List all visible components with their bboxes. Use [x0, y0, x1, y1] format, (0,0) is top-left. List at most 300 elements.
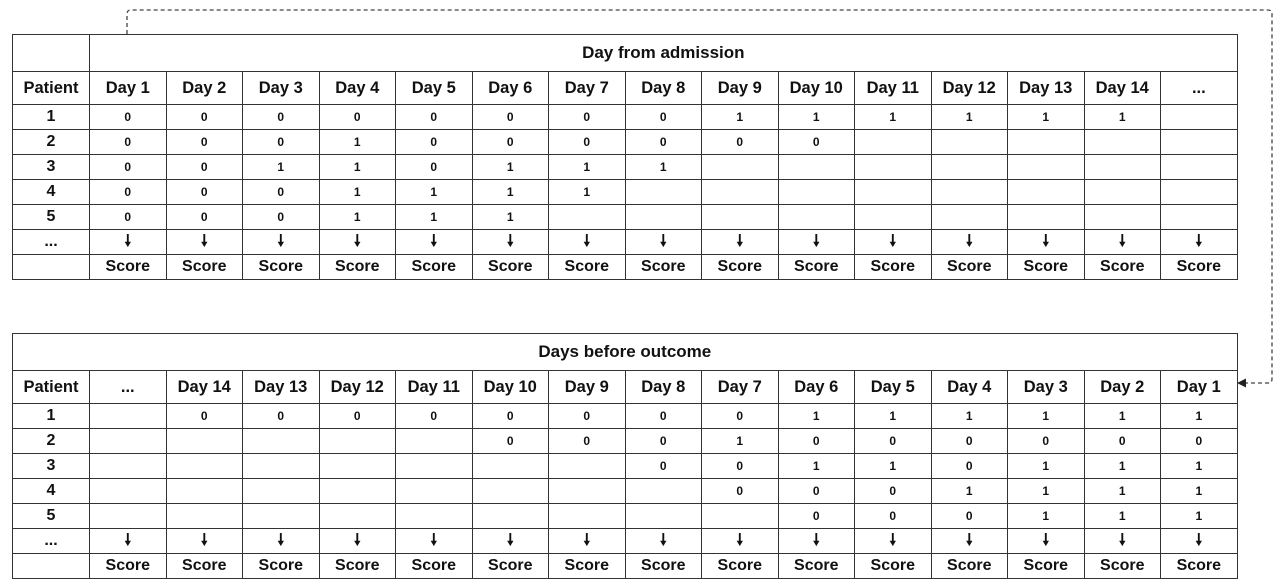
score-label-cell: Score — [396, 255, 473, 280]
header-row — [13, 72, 1238, 105]
score-value-cell — [1161, 205, 1238, 230]
score-value-cell: 1 — [243, 155, 320, 180]
score-value-cell: 0 — [931, 429, 1008, 454]
score-label-cell: Score — [549, 554, 626, 579]
down-arrow-glyph: 🠗 — [1195, 233, 1203, 250]
score-label-cell: Score — [243, 554, 320, 579]
score-row — [13, 554, 1238, 579]
day-column-header: Day 2 — [1084, 371, 1161, 404]
table-row — [13, 130, 1238, 155]
score-value-cell: 1 — [1008, 454, 1085, 479]
down-arrow-icon — [625, 230, 702, 255]
score-value-cell: 0 — [472, 105, 549, 130]
down-arrow-icon — [472, 529, 549, 554]
table-row — [13, 205, 1238, 230]
score-value-cell: 0 — [90, 180, 167, 205]
score-value-cell — [396, 429, 473, 454]
down-arrow-glyph: 🠗 — [430, 233, 438, 250]
score-value-cell — [472, 504, 549, 529]
down-arrow-icon — [931, 529, 1008, 554]
patient-id-cell: 2 — [13, 130, 90, 155]
day-column-header: Day 7 — [549, 72, 626, 105]
table-row — [13, 479, 1238, 504]
score-value-cell: 1 — [1161, 404, 1238, 429]
score-value-cell: 0 — [625, 130, 702, 155]
down-arrow-glyph: 🠗 — [659, 233, 667, 250]
day-column-header: Day 4 — [931, 371, 1008, 404]
score-label-cell: Score — [166, 255, 243, 280]
score-value-cell: 0 — [396, 155, 473, 180]
day-column-header: Day 14 — [166, 371, 243, 404]
day-column-header: Day 10 — [472, 371, 549, 404]
down-arrow-icon — [1161, 230, 1238, 255]
day-column-header: Day 9 — [549, 371, 626, 404]
score-value-cell: 0 — [855, 479, 932, 504]
patient-column-header: Patient — [13, 72, 90, 105]
score-value-cell — [472, 479, 549, 504]
score-value-cell — [1084, 155, 1161, 180]
down-arrow-glyph: 🠗 — [124, 532, 132, 549]
score-value-cell — [625, 180, 702, 205]
score-value-cell — [778, 155, 855, 180]
score-value-cell: 0 — [702, 479, 779, 504]
score-value-cell — [319, 454, 396, 479]
down-arrow-glyph: 🠗 — [506, 532, 514, 549]
score-value-cell — [931, 180, 1008, 205]
score-value-cell: 1 — [702, 429, 779, 454]
day-column-header: Day 14 — [1084, 72, 1161, 105]
score-value-cell: 0 — [166, 155, 243, 180]
down-arrow-icon — [549, 529, 626, 554]
score-value-cell: 0 — [90, 205, 167, 230]
score-row — [13, 255, 1238, 280]
down-arrow-icon — [931, 230, 1008, 255]
day-column-header: Day 1 — [90, 72, 167, 105]
score-value-cell — [1008, 130, 1085, 155]
score-value-cell — [625, 504, 702, 529]
score-value-cell: 0 — [931, 504, 1008, 529]
down-arrow-icon — [472, 230, 549, 255]
score-value-cell: 0 — [472, 429, 549, 454]
down-arrow-glyph: 🠗 — [1195, 532, 1203, 549]
score-value-cell: 1 — [1008, 504, 1085, 529]
down-arrow-icon — [319, 230, 396, 255]
score-value-cell: 0 — [778, 479, 855, 504]
ellipsis-cell: ... — [13, 529, 90, 554]
down-arrow-icon — [1161, 529, 1238, 554]
score-value-cell: 0 — [855, 504, 932, 529]
score-value-cell — [1084, 130, 1161, 155]
score-value-cell — [778, 180, 855, 205]
header-row — [13, 371, 1238, 404]
day-column-header: Day 10 — [778, 72, 855, 105]
score-label-cell: Score — [855, 554, 932, 579]
score-label-cell: Score — [855, 255, 932, 280]
blank-cell — [13, 255, 90, 280]
down-arrow-glyph: 🠗 — [1118, 532, 1126, 549]
day-column-header: ... — [1161, 72, 1238, 105]
score-value-cell: 1 — [855, 454, 932, 479]
score-value-cell — [243, 429, 320, 454]
day-column-header: Day 7 — [702, 371, 779, 404]
score-value-cell: 1 — [931, 479, 1008, 504]
table-row — [13, 180, 1238, 205]
score-value-cell: 1 — [319, 180, 396, 205]
score-value-cell — [243, 479, 320, 504]
down-arrow-icon — [625, 529, 702, 554]
score-value-cell: 1 — [396, 180, 473, 205]
day-column-header: Day 2 — [166, 72, 243, 105]
score-value-cell: 0 — [243, 180, 320, 205]
score-value-cell: 0 — [166, 105, 243, 130]
score-value-cell: 0 — [472, 130, 549, 155]
down-arrow-icon — [90, 529, 167, 554]
patient-id-cell: 4 — [13, 180, 90, 205]
score-value-cell — [166, 504, 243, 529]
down-arrow-icon — [1084, 529, 1161, 554]
table-title: Days before outcome — [13, 334, 1238, 371]
down-arrow-glyph: 🠗 — [583, 532, 591, 549]
score-value-cell: 1 — [549, 155, 626, 180]
score-value-cell: 0 — [243, 404, 320, 429]
down-arrow-icon — [778, 529, 855, 554]
down-arrow-icon — [1084, 230, 1161, 255]
score-label-cell: Score — [1084, 554, 1161, 579]
down-arrow-icon — [702, 529, 779, 554]
down-arrow-glyph: 🠗 — [1118, 233, 1126, 250]
score-value-cell: 0 — [319, 404, 396, 429]
down-arrow-glyph: 🠗 — [200, 233, 208, 250]
score-value-cell — [855, 130, 932, 155]
score-value-cell — [549, 504, 626, 529]
day-column-header: Day 6 — [778, 371, 855, 404]
connector-arrowhead — [1237, 379, 1246, 388]
score-value-cell: 1 — [778, 105, 855, 130]
score-value-cell — [702, 180, 779, 205]
score-value-cell — [549, 479, 626, 504]
score-value-cell: 0 — [931, 454, 1008, 479]
day-column-header: Day 11 — [855, 72, 932, 105]
down-arrow-icon — [778, 230, 855, 255]
score-value-cell — [1008, 155, 1085, 180]
score-value-cell — [931, 155, 1008, 180]
table-row — [13, 504, 1238, 529]
down-arrow-icon — [855, 529, 932, 554]
score-value-cell — [319, 429, 396, 454]
score-value-cell: 1 — [625, 155, 702, 180]
score-value-cell: 0 — [778, 130, 855, 155]
table-row — [13, 105, 1238, 130]
table-row — [13, 155, 1238, 180]
day-column-header: ... — [90, 371, 167, 404]
table-row — [13, 429, 1238, 454]
day-column-header: Day 13 — [243, 371, 320, 404]
score-value-cell: 0 — [166, 205, 243, 230]
score-value-cell: 1 — [1084, 479, 1161, 504]
down-arrow-glyph: 🠗 — [1042, 233, 1050, 250]
score-value-cell — [166, 479, 243, 504]
day-column-header: Day 11 — [396, 371, 473, 404]
blank-cell — [13, 554, 90, 579]
day-column-header: Day 6 — [472, 72, 549, 105]
patient-id-cell: 5 — [13, 504, 90, 529]
score-value-cell: 1 — [931, 404, 1008, 429]
score-value-cell — [1084, 180, 1161, 205]
day-column-header: Day 12 — [319, 371, 396, 404]
score-value-cell — [90, 504, 167, 529]
down-arrow-glyph: 🠗 — [812, 532, 820, 549]
score-label-cell: Score — [1161, 255, 1238, 280]
day-column-header: Day 3 — [243, 72, 320, 105]
down-arrow-icon — [90, 230, 167, 255]
score-value-cell — [855, 180, 932, 205]
score-value-cell: 1 — [1084, 454, 1161, 479]
score-label-cell: Score — [702, 554, 779, 579]
score-label-cell: Score — [625, 554, 702, 579]
score-value-cell: 0 — [243, 205, 320, 230]
score-label-cell: Score — [319, 554, 396, 579]
down-arrow-glyph: 🠗 — [736, 233, 744, 250]
down-arrow-glyph: 🠗 — [736, 532, 744, 549]
score-value-cell: 0 — [396, 105, 473, 130]
score-value-cell — [1008, 180, 1085, 205]
score-value-cell: 1 — [396, 205, 473, 230]
score-value-cell — [1161, 180, 1238, 205]
day-column-header: Day 1 — [1161, 371, 1238, 404]
score-value-cell: 0 — [549, 130, 626, 155]
score-value-cell: 0 — [702, 454, 779, 479]
score-value-cell: 1 — [472, 205, 549, 230]
score-label-cell: Score — [472, 554, 549, 579]
down-arrow-icon — [396, 529, 473, 554]
score-value-cell — [1084, 205, 1161, 230]
patient-id-cell: 1 — [13, 105, 90, 130]
score-value-cell: 0 — [90, 130, 167, 155]
down-arrow-icon — [855, 230, 932, 255]
score-value-cell — [243, 454, 320, 479]
score-value-cell — [396, 479, 473, 504]
patient-id-cell: 5 — [13, 205, 90, 230]
score-value-cell — [778, 205, 855, 230]
down-arrow-icon — [166, 529, 243, 554]
down-arrow-glyph: 🠗 — [889, 532, 897, 549]
score-value-cell — [243, 504, 320, 529]
score-value-cell — [702, 504, 779, 529]
score-value-cell: 1 — [778, 454, 855, 479]
patient-id-cell: 4 — [13, 479, 90, 504]
down-arrow-glyph: 🠗 — [277, 233, 285, 250]
patient-id-cell: 3 — [13, 155, 90, 180]
score-value-cell: 0 — [549, 429, 626, 454]
score-value-cell: 0 — [778, 504, 855, 529]
day-column-header: Day 8 — [625, 371, 702, 404]
score-value-cell: 1 — [931, 105, 1008, 130]
down-arrow-glyph: 🠗 — [659, 532, 667, 549]
score-value-cell — [1161, 155, 1238, 180]
down-arrow-glyph: 🠗 — [124, 233, 132, 250]
down-arrow-glyph: 🠗 — [430, 532, 438, 549]
score-label-cell: Score — [243, 255, 320, 280]
patient-id-cell: 2 — [13, 429, 90, 454]
score-value-cell: 0 — [625, 454, 702, 479]
aggregation-arrow-row — [13, 529, 1238, 554]
day-column-header: Day 12 — [931, 72, 1008, 105]
table-row — [13, 454, 1238, 479]
score-label-cell: Score — [472, 255, 549, 280]
down-arrow-icon — [702, 230, 779, 255]
day-column-header: Day 13 — [1008, 72, 1085, 105]
score-value-cell — [1161, 105, 1238, 130]
score-value-cell — [855, 155, 932, 180]
score-label-cell: Score — [1084, 255, 1161, 280]
score-label-cell: Score — [166, 554, 243, 579]
down-arrow-icon — [243, 529, 320, 554]
score-value-cell — [319, 479, 396, 504]
score-value-cell — [90, 479, 167, 504]
score-value-cell — [1008, 205, 1085, 230]
score-label-cell: Score — [1008, 554, 1085, 579]
score-value-cell — [931, 130, 1008, 155]
day-column-header: Day 5 — [396, 72, 473, 105]
score-value-cell: 1 — [1008, 479, 1085, 504]
score-value-cell: 0 — [243, 105, 320, 130]
day-from-admission-table — [12, 34, 1238, 280]
down-arrow-glyph: 🠗 — [353, 532, 361, 549]
score-value-cell: 0 — [243, 130, 320, 155]
score-value-cell: 1 — [1161, 479, 1238, 504]
day-column-header: Day 8 — [625, 72, 702, 105]
score-value-cell — [549, 454, 626, 479]
score-label-cell: Score — [549, 255, 626, 280]
down-arrow-glyph: 🠗 — [353, 233, 361, 250]
score-value-cell: 0 — [1008, 429, 1085, 454]
down-arrow-glyph: 🠗 — [965, 532, 973, 549]
table-spacer-cell — [13, 35, 90, 72]
score-value-cell: 0 — [166, 130, 243, 155]
down-arrow-icon — [243, 230, 320, 255]
score-label-cell: Score — [319, 255, 396, 280]
aggregation-arrow-row — [13, 230, 1238, 255]
score-value-cell — [166, 429, 243, 454]
score-value-cell: 0 — [549, 105, 626, 130]
score-value-cell: 0 — [319, 105, 396, 130]
score-value-cell: 0 — [1084, 429, 1161, 454]
down-arrow-icon — [549, 230, 626, 255]
score-value-cell — [319, 504, 396, 529]
score-value-cell — [472, 454, 549, 479]
score-value-cell: 0 — [90, 105, 167, 130]
down-arrow-icon — [166, 230, 243, 255]
score-value-cell: 1 — [1161, 454, 1238, 479]
score-value-cell: 0 — [472, 404, 549, 429]
score-value-cell: 0 — [778, 429, 855, 454]
score-value-cell: 0 — [1161, 429, 1238, 454]
score-value-cell: 0 — [166, 180, 243, 205]
patient-id-cell: 3 — [13, 454, 90, 479]
score-value-cell: 1 — [855, 105, 932, 130]
score-label-cell: Score — [90, 255, 167, 280]
score-value-cell: 0 — [549, 404, 626, 429]
score-label-cell: Score — [931, 255, 1008, 280]
score-label-cell: Score — [90, 554, 167, 579]
score-label-cell: Score — [931, 554, 1008, 579]
score-label-cell: Score — [702, 255, 779, 280]
score-label-cell: Score — [625, 255, 702, 280]
score-value-cell: 1 — [1084, 504, 1161, 529]
score-value-cell: 1 — [1008, 105, 1085, 130]
table-title: Day from admission — [90, 35, 1238, 72]
ellipsis-cell: ... — [13, 230, 90, 255]
down-arrow-glyph: 🠗 — [200, 532, 208, 549]
table-row — [13, 404, 1238, 429]
down-arrow-glyph: 🠗 — [1042, 532, 1050, 549]
score-value-cell: 1 — [472, 180, 549, 205]
score-value-cell — [702, 155, 779, 180]
score-value-cell: 1 — [319, 155, 396, 180]
score-label-cell: Score — [396, 554, 473, 579]
score-label-cell: Score — [778, 554, 855, 579]
score-value-cell — [396, 454, 473, 479]
score-value-cell: 1 — [549, 180, 626, 205]
score-value-cell — [90, 454, 167, 479]
days-before-outcome-table — [12, 333, 1238, 579]
score-value-cell: 0 — [166, 404, 243, 429]
score-value-cell: 1 — [1084, 105, 1161, 130]
score-value-cell: 0 — [625, 429, 702, 454]
score-value-cell: 0 — [625, 105, 702, 130]
down-arrow-icon — [1008, 529, 1085, 554]
score-value-cell — [166, 454, 243, 479]
down-arrow-glyph: 🠗 — [812, 233, 820, 250]
score-value-cell — [625, 479, 702, 504]
score-value-cell: 0 — [855, 429, 932, 454]
day-column-header: Day 4 — [319, 72, 396, 105]
score-label-cell: Score — [778, 255, 855, 280]
down-arrow-glyph: 🠗 — [506, 233, 514, 250]
score-value-cell: 1 — [702, 105, 779, 130]
score-label-cell: Score — [1008, 255, 1085, 280]
score-value-cell: 1 — [319, 130, 396, 155]
day-column-header: Day 3 — [1008, 371, 1085, 404]
score-value-cell — [90, 404, 167, 429]
patient-id-cell: 1 — [13, 404, 90, 429]
score-value-cell: 1 — [855, 404, 932, 429]
day-column-header: Day 9 — [702, 72, 779, 105]
score-value-cell: 1 — [1161, 504, 1238, 529]
score-value-cell — [549, 205, 626, 230]
down-arrow-glyph: 🠗 — [889, 233, 897, 250]
score-value-cell: 0 — [702, 130, 779, 155]
down-arrow-icon — [1008, 230, 1085, 255]
score-value-cell: 0 — [90, 155, 167, 180]
score-value-cell: 1 — [778, 404, 855, 429]
score-value-cell: 0 — [702, 404, 779, 429]
score-value-cell — [396, 504, 473, 529]
score-value-cell: 0 — [625, 404, 702, 429]
score-value-cell — [90, 429, 167, 454]
score-label-cell: Score — [1161, 554, 1238, 579]
score-value-cell — [855, 205, 932, 230]
day-column-header: Day 5 — [855, 371, 932, 404]
score-value-cell: 1 — [1008, 404, 1085, 429]
score-value-cell: 0 — [396, 130, 473, 155]
score-value-cell: 1 — [319, 205, 396, 230]
score-value-cell — [1161, 130, 1238, 155]
down-arrow-glyph: 🠗 — [277, 532, 285, 549]
patient-column-header: Patient — [13, 371, 90, 404]
score-value-cell — [625, 205, 702, 230]
score-value-cell — [931, 205, 1008, 230]
